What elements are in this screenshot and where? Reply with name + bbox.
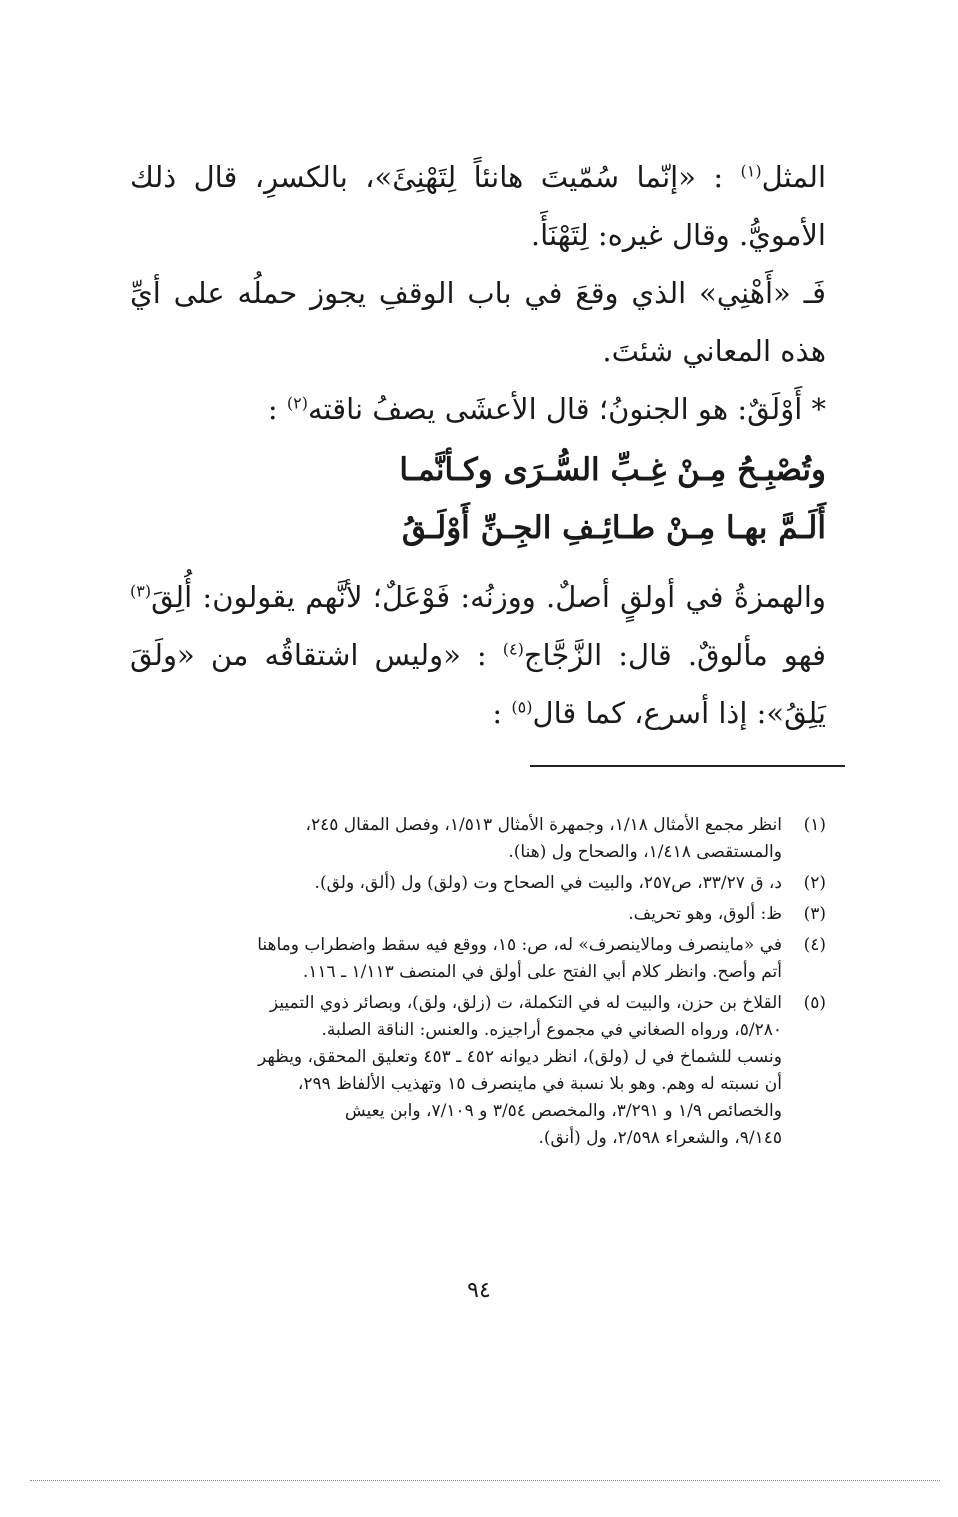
- footnote-number: (٢): [803, 873, 826, 893]
- paragraph-4-text-c: : «وليس اشتقاقُه من «ولَقَ يَلِقُ»: إذا أسرع، كما قال: [130, 638, 826, 730]
- footnote-4: [130, 932, 826, 986]
- paragraph-4: [130, 568, 826, 742]
- footnote-line: أن نسبته له وهم. وهو بلا نسبة في ماينصرف ١٥ وتهذيب الألفاظ ٢٩٩،: [297, 1074, 782, 1094]
- paragraph-1: [130, 148, 826, 264]
- paragraph-1-text-b: : «إنّما سُمّيتَ هانئاً لِتَهْنِئَ»، بالكسرِ، قال ذلك الأمويُّ. وقال غيره: لِتَهْنَأَ.: [130, 160, 826, 252]
- footnote-ref-5: (٥): [511, 697, 533, 717]
- footnote-2: [130, 870, 826, 897]
- footnote-line: د، ق ٣٣/٢٧، ص٢٥٧، والبيت في الصحاح وت (ولق) ول (ألق، ولق).: [314, 873, 782, 893]
- paragraph-2: فَـ «أَهْنِي» الذي وقعَ في باب الوقفِ يجوز حملُه على أيِّ هذه المعاني شئتَ.: [130, 276, 826, 368]
- footnote-line: ونسب للشماخ في ل (ولق)، انظر ديوانه ٤٥٢ ـ ٤٥٣ وتعليق المحقق، ويظهر: [258, 1047, 782, 1067]
- footnote-text: [130, 990, 782, 1152]
- paragraph-4-text-a: والهمزةُ في أولقٍ أصلٌ. ووزنُه: فَوْعَلٌ؛ لأنَّهم يقولون: أُلِقَ: [151, 580, 826, 614]
- footnote-number: (٣): [803, 904, 826, 924]
- footnote-line: والمستقصى ١/٤١٨، والصحاح ول (هنا).: [508, 842, 782, 862]
- paragraph-4-text-b: فهو مألوقٌ. قال: الزَّجَّاج: [523, 638, 826, 672]
- verse-line-2: أَلَـمَّ بهـا مِـنْ طـائِـفِ الجِـنِّ أَوْلَـقُ: [401, 510, 826, 546]
- footnote-text: [130, 932, 782, 986]
- footnote-text: [130, 901, 782, 928]
- footnote-line: ظ: ألوق، وهو تحريف.: [628, 904, 782, 924]
- footnote-number: (٤): [803, 935, 826, 955]
- footnote-ref-1: (١): [740, 161, 762, 181]
- footnote-line: أتم وأصح. وانظر كلام أبي الفتح على أولق في المنصف ١/١١٣ ـ ١١٦.: [302, 962, 782, 982]
- footnote-text: [130, 812, 782, 866]
- footnote-line: في «ماينصرف ومالاينصرف» له، ص: ١٥، ووقع فيه سقط واضطراب وماهنا: [257, 935, 782, 955]
- footnote-separator: [530, 765, 845, 767]
- footnote-ref-4: (٤): [502, 639, 524, 659]
- footnote-ref-3: (٣): [130, 581, 152, 601]
- footnote-5: [130, 990, 826, 1152]
- paragraph-3-text-b: :: [267, 392, 287, 426]
- footnote-number: (٥): [803, 993, 826, 1013]
- scan-edge-divider: [30, 1480, 940, 1481]
- paragraph-3-text-a: * أَوْلَقٌ: هو الجنونُ؛ قال الأعشَى يصفُ ناقته: [307, 392, 826, 426]
- footnote-line: ٥/٢٨٠، ورواه الصغاني في مجموع أراجيزه. والعنس: الناقة الصلبة.: [321, 1020, 782, 1040]
- footnotes: [130, 812, 826, 1156]
- footnote-line: والخصائص ١/٩ و ٣/٢٩١، والمخصص ٣/٥٤ و ٧/١٠٩، وابن يعيش: [344, 1101, 782, 1121]
- page-number: ٩٤: [467, 1278, 491, 1303]
- footnote-1: [130, 812, 826, 866]
- paragraph-1-text-a: المثل: [761, 160, 826, 194]
- footnote-text: [130, 870, 782, 897]
- paragraph-4-text-d: :: [492, 696, 512, 730]
- footnote-line: القلاخ بن حزن، والبيت له في التكملة، ت (زلق، ولق)، وبصائر ذوي التمييز: [269, 993, 782, 1013]
- verse-line-1: وتُصْبِـحُ مِـنْ غِـبِّ السُّـرَى وكـأنَّمـا: [399, 452, 826, 488]
- paragraph-3: [130, 380, 826, 438]
- footnote-ref-2: (٢): [286, 393, 308, 413]
- footnote-3: [130, 901, 826, 928]
- footnote-line: انظر مجمع الأمثال ١/١٨، وجمهرة الأمثال ١/٥١٣، وفصل المقال ٢٤٥،: [305, 815, 782, 835]
- footnote-line: ٩/١٤٥، والشعراء ٢/٥٩٨، ول (أنق).: [538, 1128, 782, 1148]
- footnote-number: (١): [803, 815, 826, 835]
